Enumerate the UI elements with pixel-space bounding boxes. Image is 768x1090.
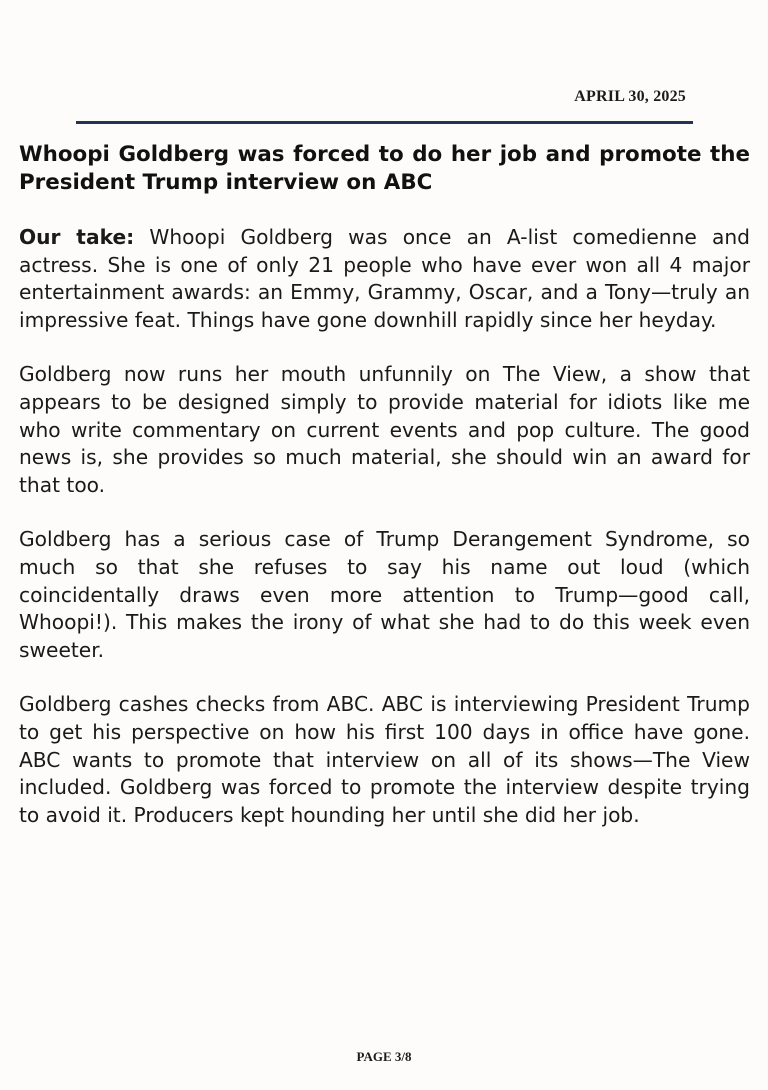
header-divider	[76, 121, 693, 124]
article-body	[19, 141, 750, 856]
article-headline: Whoopi Goldberg was forced to do her job and promote the President Trump interview on ABC	[19, 142, 750, 195]
paragraph-1-text: Whoopi Goldberg was once an A-list comedienne and actress. She is one of only 21 people who have ever won all 4 major entertainment awards: an Emmy, Grammy, Oscar, and a Tony—truly an impressive feat. Things have gone downhill rapidly since her heyday.	[19, 225, 750, 332]
article-paragraph-3: Goldberg has a serious case of Trump Derangement Syndrome, so much so that she refuses to say his name out loud (which coincidentally draws even more attention to Trump—good call, Whoopi!). This makes the irony of what she had to do this week even sweeter.	[19, 527, 750, 662]
article-paragraph-1	[19, 224, 750, 334]
page-number: PAGE 3/8	[356, 1049, 412, 1064]
article-paragraph-2: Goldberg now runs her mouth unfunnily on The View, a show that appears to be designed simply to provide material for idiots like me who write commentary on current events and pop culture. The good news is, she provides so much material, she should win an award for that too.	[19, 362, 750, 497]
lead-label: Our take:	[19, 225, 135, 249]
article-paragraph-4: Goldberg cashes checks from ABC. ABC is interviewing President Trump to get his perspective on how his first 100 days in office have gone. ABC wants to promote that interview on all of its shows—The View included. Goldberg was forced to promote the interview despite trying to avoid it. Producers kept hounding her until she did her job.	[19, 692, 750, 827]
article-date: APRIL 30, 2025	[574, 88, 686, 105]
